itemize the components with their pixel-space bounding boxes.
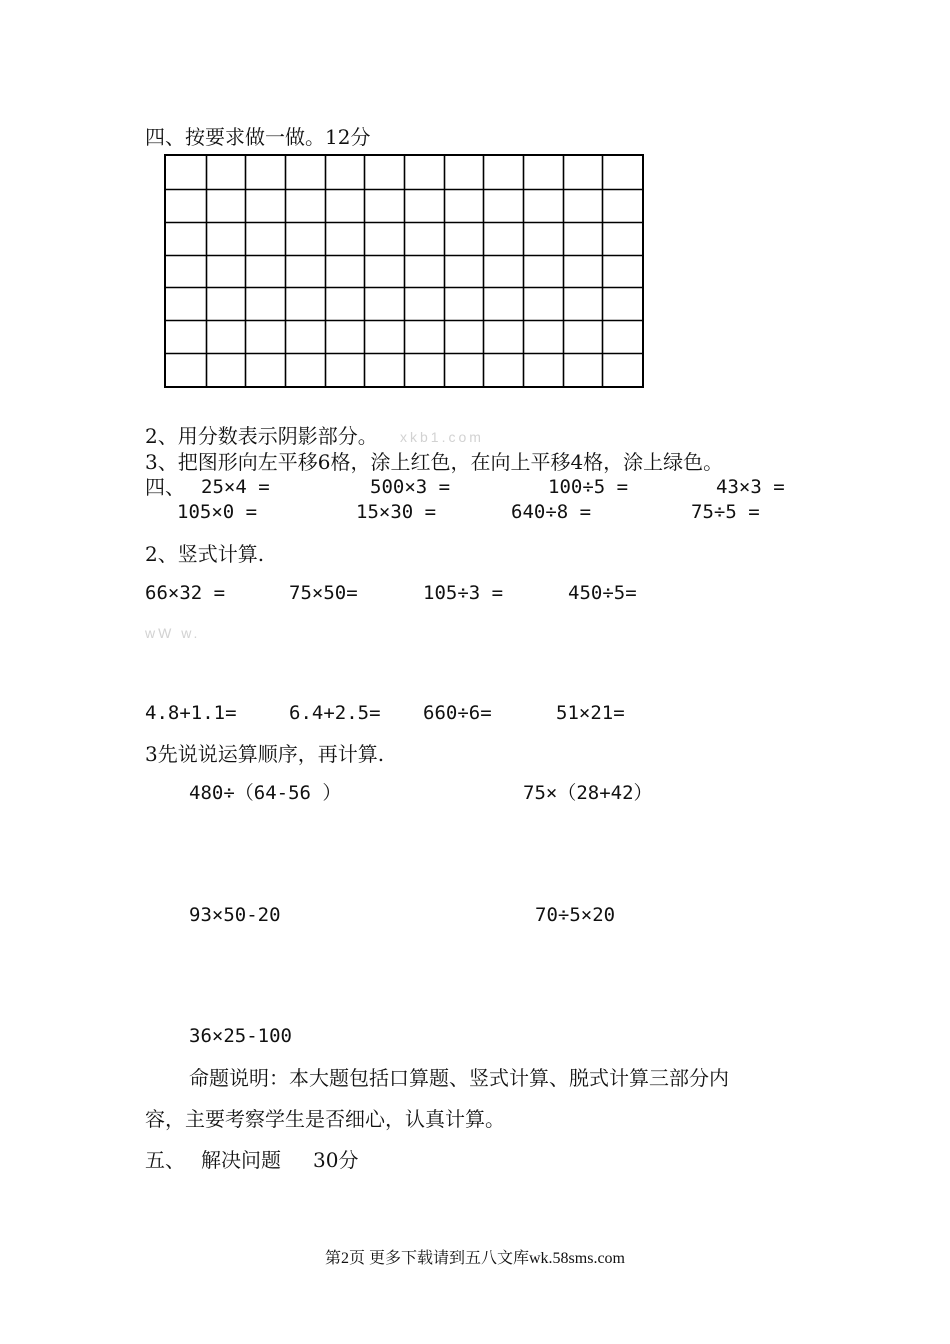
square-grid xyxy=(164,154,644,388)
question-2-text: 2、用分数表示阴影部分。 xyxy=(145,424,378,448)
order-item: 93×50-20 xyxy=(189,904,281,926)
section5-score: 30分 xyxy=(313,1148,359,1172)
oral-item: 25×4 = xyxy=(201,476,270,498)
vertical-item: 75×50= xyxy=(289,582,358,604)
page-footer: 第2页 更多下载请到五八文库wk.58sms.com xyxy=(324,1250,625,1267)
oral-item: 43×3 = xyxy=(716,476,785,498)
section5-title: 解决问题 xyxy=(201,1148,281,1172)
vertical-item: 450÷5= xyxy=(568,582,637,604)
question-3-text: 3、把图形向左平移6格，涂上红色，在向上平移4格，涂上绿色。 xyxy=(145,450,724,474)
vertical-item: 6.4+2.5= xyxy=(289,702,381,724)
vertical-item: 66×32 = xyxy=(145,582,226,604)
order-item: 36×25-100 xyxy=(189,1025,292,1047)
oral-item: 15×30 = xyxy=(356,501,437,523)
order-item: 480÷（64-56 ） xyxy=(189,782,342,804)
oral-item: 640÷8 = xyxy=(511,501,592,523)
note-line-1: 命题说明：本大题包括口算题、竖式计算、脱式计算三部分内 xyxy=(189,1066,729,1090)
oral-item: 105×0 = xyxy=(177,501,258,523)
section5-label: 五、 xyxy=(145,1148,185,1172)
order-item: 75×（28+42） xyxy=(523,782,653,804)
watermark-xkb: xkb1.com xyxy=(400,429,484,445)
order-item: 70÷5×20 xyxy=(535,904,616,926)
vertical-item: 660÷6= xyxy=(423,702,492,724)
section4-title: 四、按要求做一做。12分 xyxy=(145,125,371,149)
oral-prefix: 四、 xyxy=(145,475,185,499)
vertical-calc-title: 2、竖式计算. xyxy=(145,542,265,566)
vertical-item: 51×21= xyxy=(556,702,625,724)
oral-item: 500×3 = xyxy=(370,476,451,498)
oral-item: 100÷5 = xyxy=(548,476,629,498)
vertical-item: 105÷3 = xyxy=(423,582,504,604)
watermark-www: wW w. xyxy=(145,625,201,641)
vertical-item: 4.8+1.1= xyxy=(145,702,237,724)
note-line-2: 容，主要考察学生是否细心，认真计算。 xyxy=(145,1107,505,1131)
grid-lines xyxy=(166,156,642,386)
oral-item: 75÷5 = xyxy=(691,501,760,523)
order-title: 3先说说运算顺序，再计算. xyxy=(145,742,385,766)
